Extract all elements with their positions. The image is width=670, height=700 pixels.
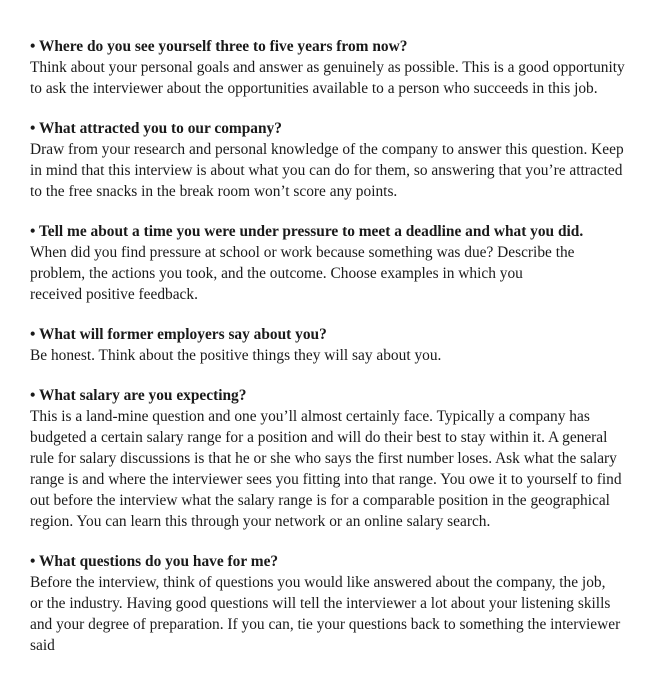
question-heading: • What questions do you have for me? (30, 553, 279, 570)
qa-section-former-employers (30, 324, 655, 366)
qa-section-questions-for-me (30, 551, 655, 656)
answer-text: This is a land-mine question and one you’ll almost certainly face. Typically a company has budgeted a certain salary range for a position and will do their best to stay within it. A general rule for salary discussions is that he or she who says the first number loses. Ask what the salary range is and where the interviewer sees you fitting into that range. You owe it to yourself to find out before the interview what the salary range is for a comparable position in the geographical region. You can learn this through your network or an online salary search. (30, 408, 622, 530)
qa-section-future-goals (30, 36, 655, 99)
answer-text: Think about your personal goals and answer as genuinely as possible. This is a good opportunity to ask the interviewer about the opportunities available to a person who succeeds in this job. (30, 59, 625, 97)
question-heading: • Tell me about a time you were under pressure to meet a deadline and what you did. (30, 223, 584, 240)
question-heading: • Where do you see yourself three to five years from now? (30, 38, 408, 55)
question-heading: • What will former employers say about you? (30, 326, 327, 343)
qa-section-deadline-pressure (30, 221, 655, 305)
answer-text: Draw from your research and personal knowledge of the company to answer this question. Keep in mind that this interview is about what you can do for them, so answering that you’re attracted to the free snacks in the break room won’t score any points. (30, 141, 624, 200)
answer-text: When did you find pressure at school or work because something was due? Describe the problem, the actions you took, and the outcome. Choose examples in which you received positive feedback. (30, 244, 575, 303)
question-heading: • What attracted you to our company? (30, 120, 282, 137)
question-heading: • What salary are you expecting? (30, 387, 247, 404)
answer-text: Be honest. Think about the positive things they will say about you. (30, 347, 442, 364)
qa-section-company-attraction (30, 118, 655, 202)
document-body (30, 36, 655, 675)
answer-text: Before the interview, think of questions you would like answered about the company, the job, or the industry. Having good questions will tell the interviewer a lot about your listening skills and your degree of preparation. If you can, tie your questions back to something the interviewer said (30, 574, 621, 654)
qa-section-salary (30, 385, 655, 532)
